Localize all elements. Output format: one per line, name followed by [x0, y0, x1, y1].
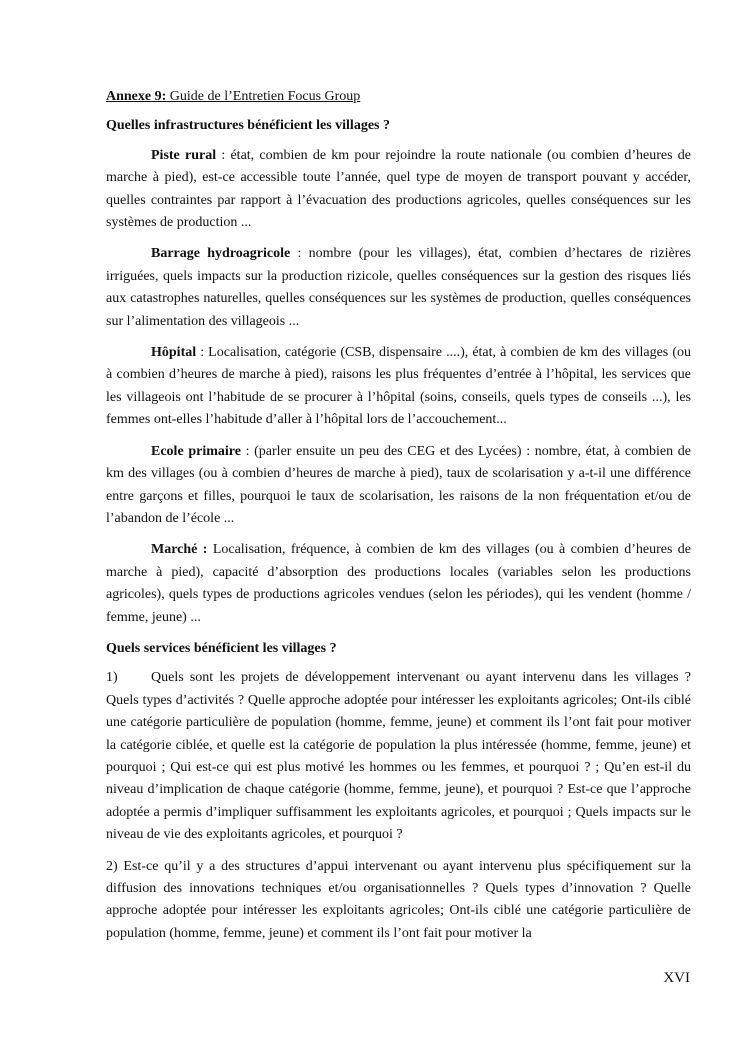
text-marche: Localisation, fréquence, à combien de km des villages (ou à combien d’heures de marche à pied), capacité d’absorption des productions locales (variables selon les productions agricoles), quels types de productions agricoles vendues (selon les périodes), qui les vendent (homme / femme, jeune) ... — [106, 542, 691, 625]
page-number: XVI — [663, 970, 690, 986]
document-page — [106, 86, 691, 954]
section-heading-services: Quels services bénéficient les villages ? — [106, 640, 337, 656]
paragraph-ecole — [106, 441, 691, 531]
item-number-1: 1) — [106, 670, 118, 686]
term-barrage: Barrage hydroagricole — [151, 246, 291, 262]
annex-title — [106, 86, 691, 108]
annex-title-text: Guide de l’Entretien Focus Group — [166, 89, 361, 104]
text-ecole: : (parler ensuite un peu des CEG et des Lycées) : nombre, état, à combien de km des villages (ou à combien d’heures de marche à pied), taux de scolarisation y a-t-il une différence entre garçons et filles, pourquoi le taux de scolarisation, les raisons de la non fréquentation et/ou de l’abandon de l’école ... — [106, 443, 691, 526]
section-heading-infrastructures: Quelles infrastructures bénéficient les villages ? — [106, 118, 390, 134]
paragraph-hopital — [106, 342, 691, 432]
text-barrage: : nombre (pour les villages), état, combien d’hectares de rizières irriguées, quels impacts sur la production rizicole, quelles conséquences sur la gestion des risques liés aux catastrophes naturelles, quelles conséquences sur les systèmes de production, quelles conséquences sur l’alimentation des villageois ... — [106, 246, 692, 329]
item-text-1: Quels sont les projets de développement intervenant ou ayant intervenu dans les villages ? Quels types d’activités ? Quelle approche adoptée pour intéresser les exploitants agricoles; Ont-ils ciblé une catégorie particulière de population (homme, femme, jeune) et comment ils l’ont fait pour motiver la catégorie ciblée, et quelle est la catégorie de population la plus intéressée (homme, femme, jeune) et pourquoi ; Qui est-ce qui est plus motivé les hommes ou les femmes, et pourquoi ? ; Qu’en est-il du niveau d’implication de chaque catégorie (homme, femme, jeune), et pourquoi ? Est-ce que l’approche adoptée a permis d’impliquer suffisamment les exploitants agricoles, et pourquoi ; Quels impacts sur le niveau de vie des exploitants agricoles, et pourquoi ? — [106, 670, 691, 843]
text-piste-rural: : état, combien de km pour rejoindre la route nationale (ou combien d’heures de marche à pied), est-ce accessible toute l’année, quel type de moyen de transport pouvant y accéder, quelles contraintes par rapport à l’évacuation des productions agricoles, quelles conséquences sur les systèmes de production ... — [106, 147, 691, 231]
paragraph-marche — [106, 539, 691, 629]
text-hopital: : Localisation, catégorie (CSB, dispensaire ....), état, à combien de km des villages (ou à combien d’heures de marche à pied), raisons les plus fréquentes d’entrée à l’hôpital, les services que les villageois ont l’habitude de se procurer à l’hôpital (soins, conseils, quels types de conseils ...), les femmes ont-elles l’habitude d’aller à l’hôpital lors de l’accouchement... — [106, 345, 691, 428]
paragraph-piste-rural — [106, 145, 691, 235]
term-marche: Marché : — [151, 542, 208, 558]
term-ecole: Ecole primaire — [151, 443, 241, 459]
term-hopital: Hôpital — [151, 345, 197, 361]
paragraph-item-2: 2) Est-ce qu’il y a des structures d’appui intervenant ou ayant intervenu plus spécifiquement sur la diffusion des innovations techniques et/ou organisationnelles ? Quels types d’innovation ? Quelle approche adoptée pour intéresser les exploitants agricoles; Ont-ils ciblé une catégorie particulière de population (homme, femme, jeune) et comment ils l’ont fait pour motiver la — [106, 858, 691, 941]
annex-label: Annexe 9: — [106, 89, 167, 104]
paragraph-item-1 — [106, 667, 691, 846]
paragraph-barrage — [106, 243, 691, 333]
term-piste-rural: Piste rural — [151, 147, 217, 163]
